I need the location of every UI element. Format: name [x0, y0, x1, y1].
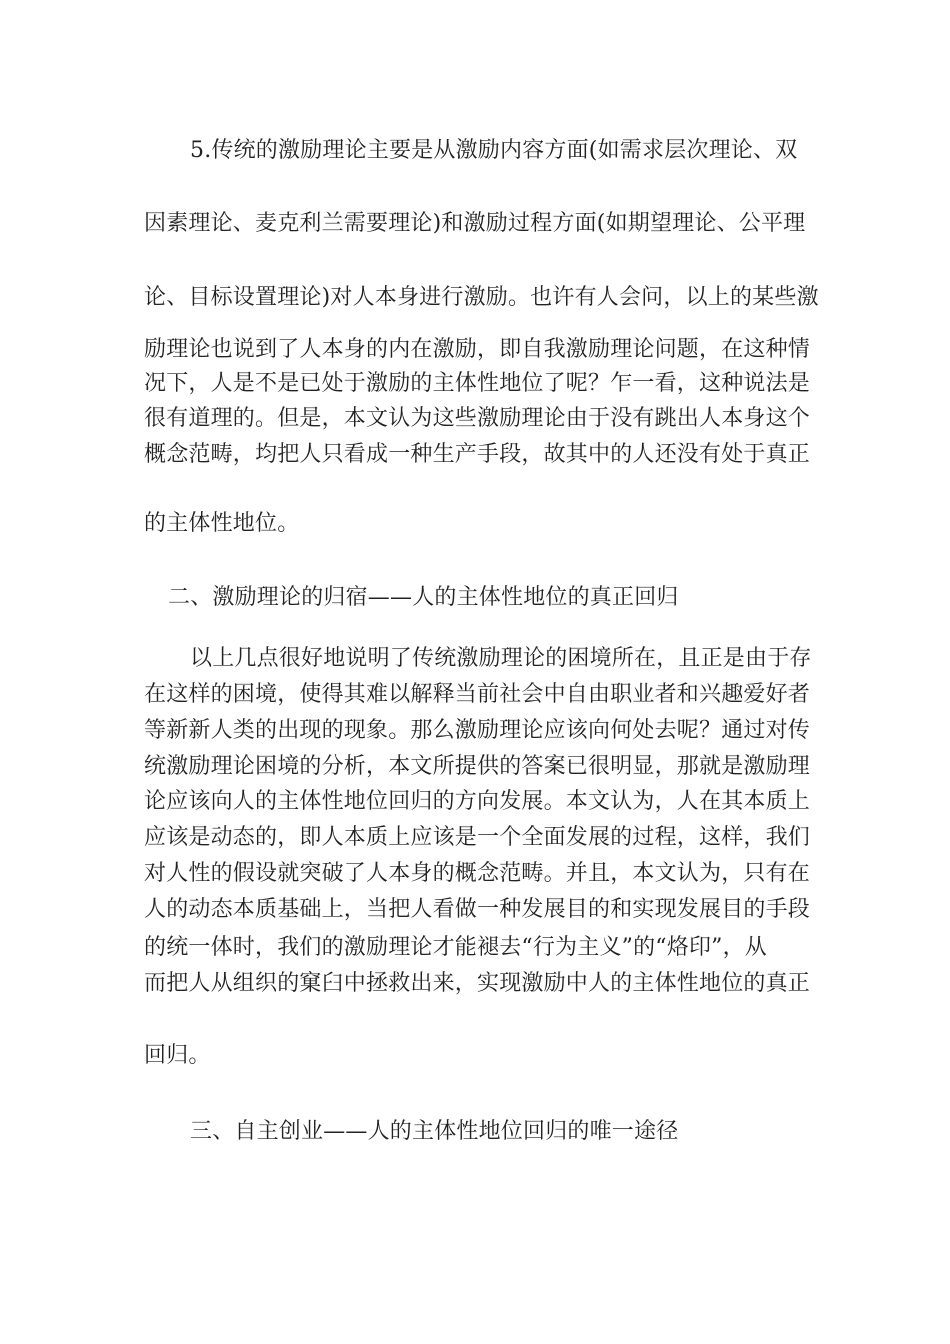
paragraph-2-line-5: 论应该向人的主体性地位回归的方向发展。本文认为，人在其本质上 [144, 789, 811, 814]
paragraph-5-line-6: 很有道理的。但是，本文认为这些激励理论由于没有跳出人本身这个 [144, 406, 811, 431]
paragraph-2-line-8: 人的动态本质基础上，当把人看做一种发展目的和实现发展目的手段 [144, 897, 811, 922]
paragraph-2-line-4: 统激励理论困境的分析，本文所提供的答案已很明显，那就是激励理 [144, 754, 811, 779]
section-heading-2: 二、激励理论的归宿——人的主体性地位的真正回归 [168, 585, 679, 610]
paragraph-5-line-2: 因素理论、麦克利兰需要理论)和激励过程方面(如期望理论、公平理 [144, 211, 806, 236]
paragraph-2-line-1: 以上几点很好地说明了传统激励理论的困境所在，且正是由于存 [190, 646, 812, 671]
paragraph-2-line-3: 等新新人类的出现的现象。那么激励理论应该向何处去呢？通过对传 [144, 718, 811, 743]
paragraph-2-line-9: 的统一体时，我们的激励理论才能褪去“行为主义”的“烙印”，从 [144, 935, 767, 960]
paragraph-5-line-1: 5.传统的激励理论主要是从激励内容方面(如需求层次理论、双 [190, 138, 798, 163]
paragraph-2-line-10: 而把人从组织的窠臼中拯救出来，实现激励中人的主体性地位的真正 [144, 971, 811, 996]
section-heading-3: 三、自主创业——人的主体性地位回归的唯一途径 [190, 1119, 679, 1144]
paragraph-2-line-11: 回归。 [144, 1043, 211, 1068]
paragraph-5-line-3: 论、目标设置理论)对人本身进行激励。也许有人会问，以上的某些激 [144, 285, 819, 310]
paragraph-5-line-4: 励理论也说到了人本身的内在激励，即自我激励理论问题，在这种情 [144, 337, 811, 362]
paragraph-2-line-6: 应该是动态的，即人本质上应该是一个全面发展的过程，这样，我们 [144, 825, 811, 850]
paragraph-2-line-2: 在这样的困境，使得其难以解释当前社会中自由职业者和兴趣爱好者 [144, 682, 811, 707]
paragraph-2-line-7: 对人性的假设就突破了人本身的概念范畴。并且，本文认为，只有在 [144, 861, 811, 886]
paragraph-5-line-7: 概念范畴，均把人只看成一种生产手段，故其中的人还没有处于真正 [144, 442, 811, 467]
paragraph-5-line-5: 况下，人是不是已处于激励的主体性地位了呢？乍一看，这种说法是 [144, 371, 811, 396]
paragraph-5-line-8: 的主体性地位。 [144, 511, 300, 536]
